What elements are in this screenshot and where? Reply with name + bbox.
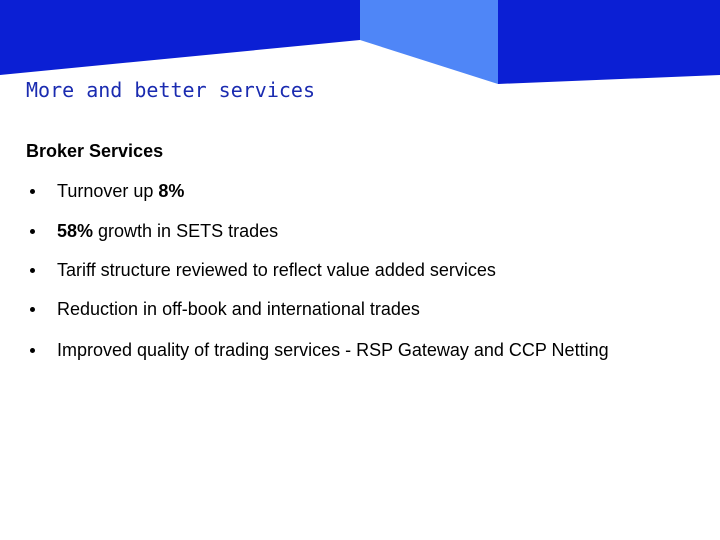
banner-left-band [0,0,360,75]
bullet-text [57,338,609,362]
bullet-text [57,219,278,243]
bullet-text-part: Reduction in off-book and international trades [57,299,420,319]
header-banner [0,0,720,90]
banner-right-band [498,0,720,84]
section-heading: Broker Services [26,141,164,161]
bullet-text-part-bold: 58% [57,221,94,241]
bullet-dot-icon [30,189,35,194]
slide-title: More and better services [26,78,315,102]
banner-accent-band [360,0,498,84]
bullet-text-part-bold: 8% [158,181,185,201]
bullet-text [57,258,496,282]
bullet-text-part: growth in SETS trades [93,221,279,241]
bullet-text-part: Turnover up [57,181,159,201]
bullet-text-part: Tariff structure reviewed to reflect value added services [57,260,496,280]
bullet-dot-icon [30,348,35,353]
bullet-text-part: Improved quality of trading services - RSP Gateway and CCP Netting [57,340,609,360]
bullet-dot-icon [30,268,35,273]
bullet-dot-icon [30,307,35,312]
bullet-text [57,179,184,203]
bullet-text [57,297,420,321]
bullet-dot-icon [30,229,35,234]
